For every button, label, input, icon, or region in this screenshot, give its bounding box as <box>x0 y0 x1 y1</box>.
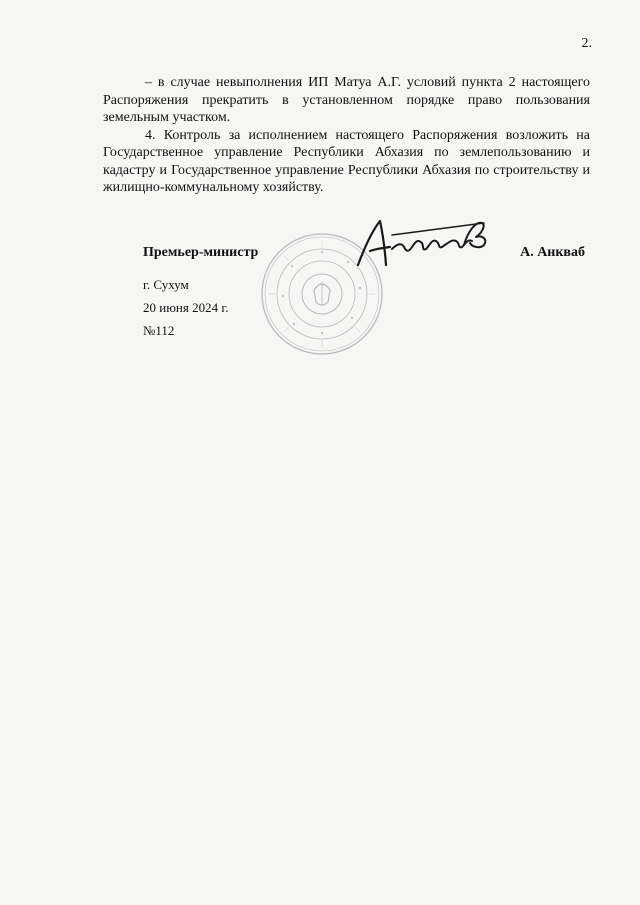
signatory-position: Премьер-министр <box>143 245 259 260</box>
signatory-name: А. Анкваб <box>520 245 585 260</box>
document-meta <box>143 273 228 342</box>
document-body <box>103 74 590 197</box>
paragraph-termination-clause: – в случае невыполнения ИП Матуа А.Г. условий пункта 2 настоящего Распоряжения прекратить в установленном порядке право пользования земельным участком. <box>103 75 590 125</box>
issue-date: 20 июня 2024 г. <box>143 300 229 315</box>
handwritten-signature-icon <box>352 213 492 273</box>
document-number: №112 <box>143 323 175 338</box>
issue-city: г. Сухум <box>143 277 189 292</box>
paragraph-control-clause: 4. Контроль за исполнением настоящего Распоряжения возложить на Государственное управление Республики Абхазия по землепользованию и кадастру и Государственное управление Республики Абхазия по строительству и жилищно-коммунальному хозяйству. <box>103 127 590 195</box>
page-number: 2. <box>581 36 592 51</box>
